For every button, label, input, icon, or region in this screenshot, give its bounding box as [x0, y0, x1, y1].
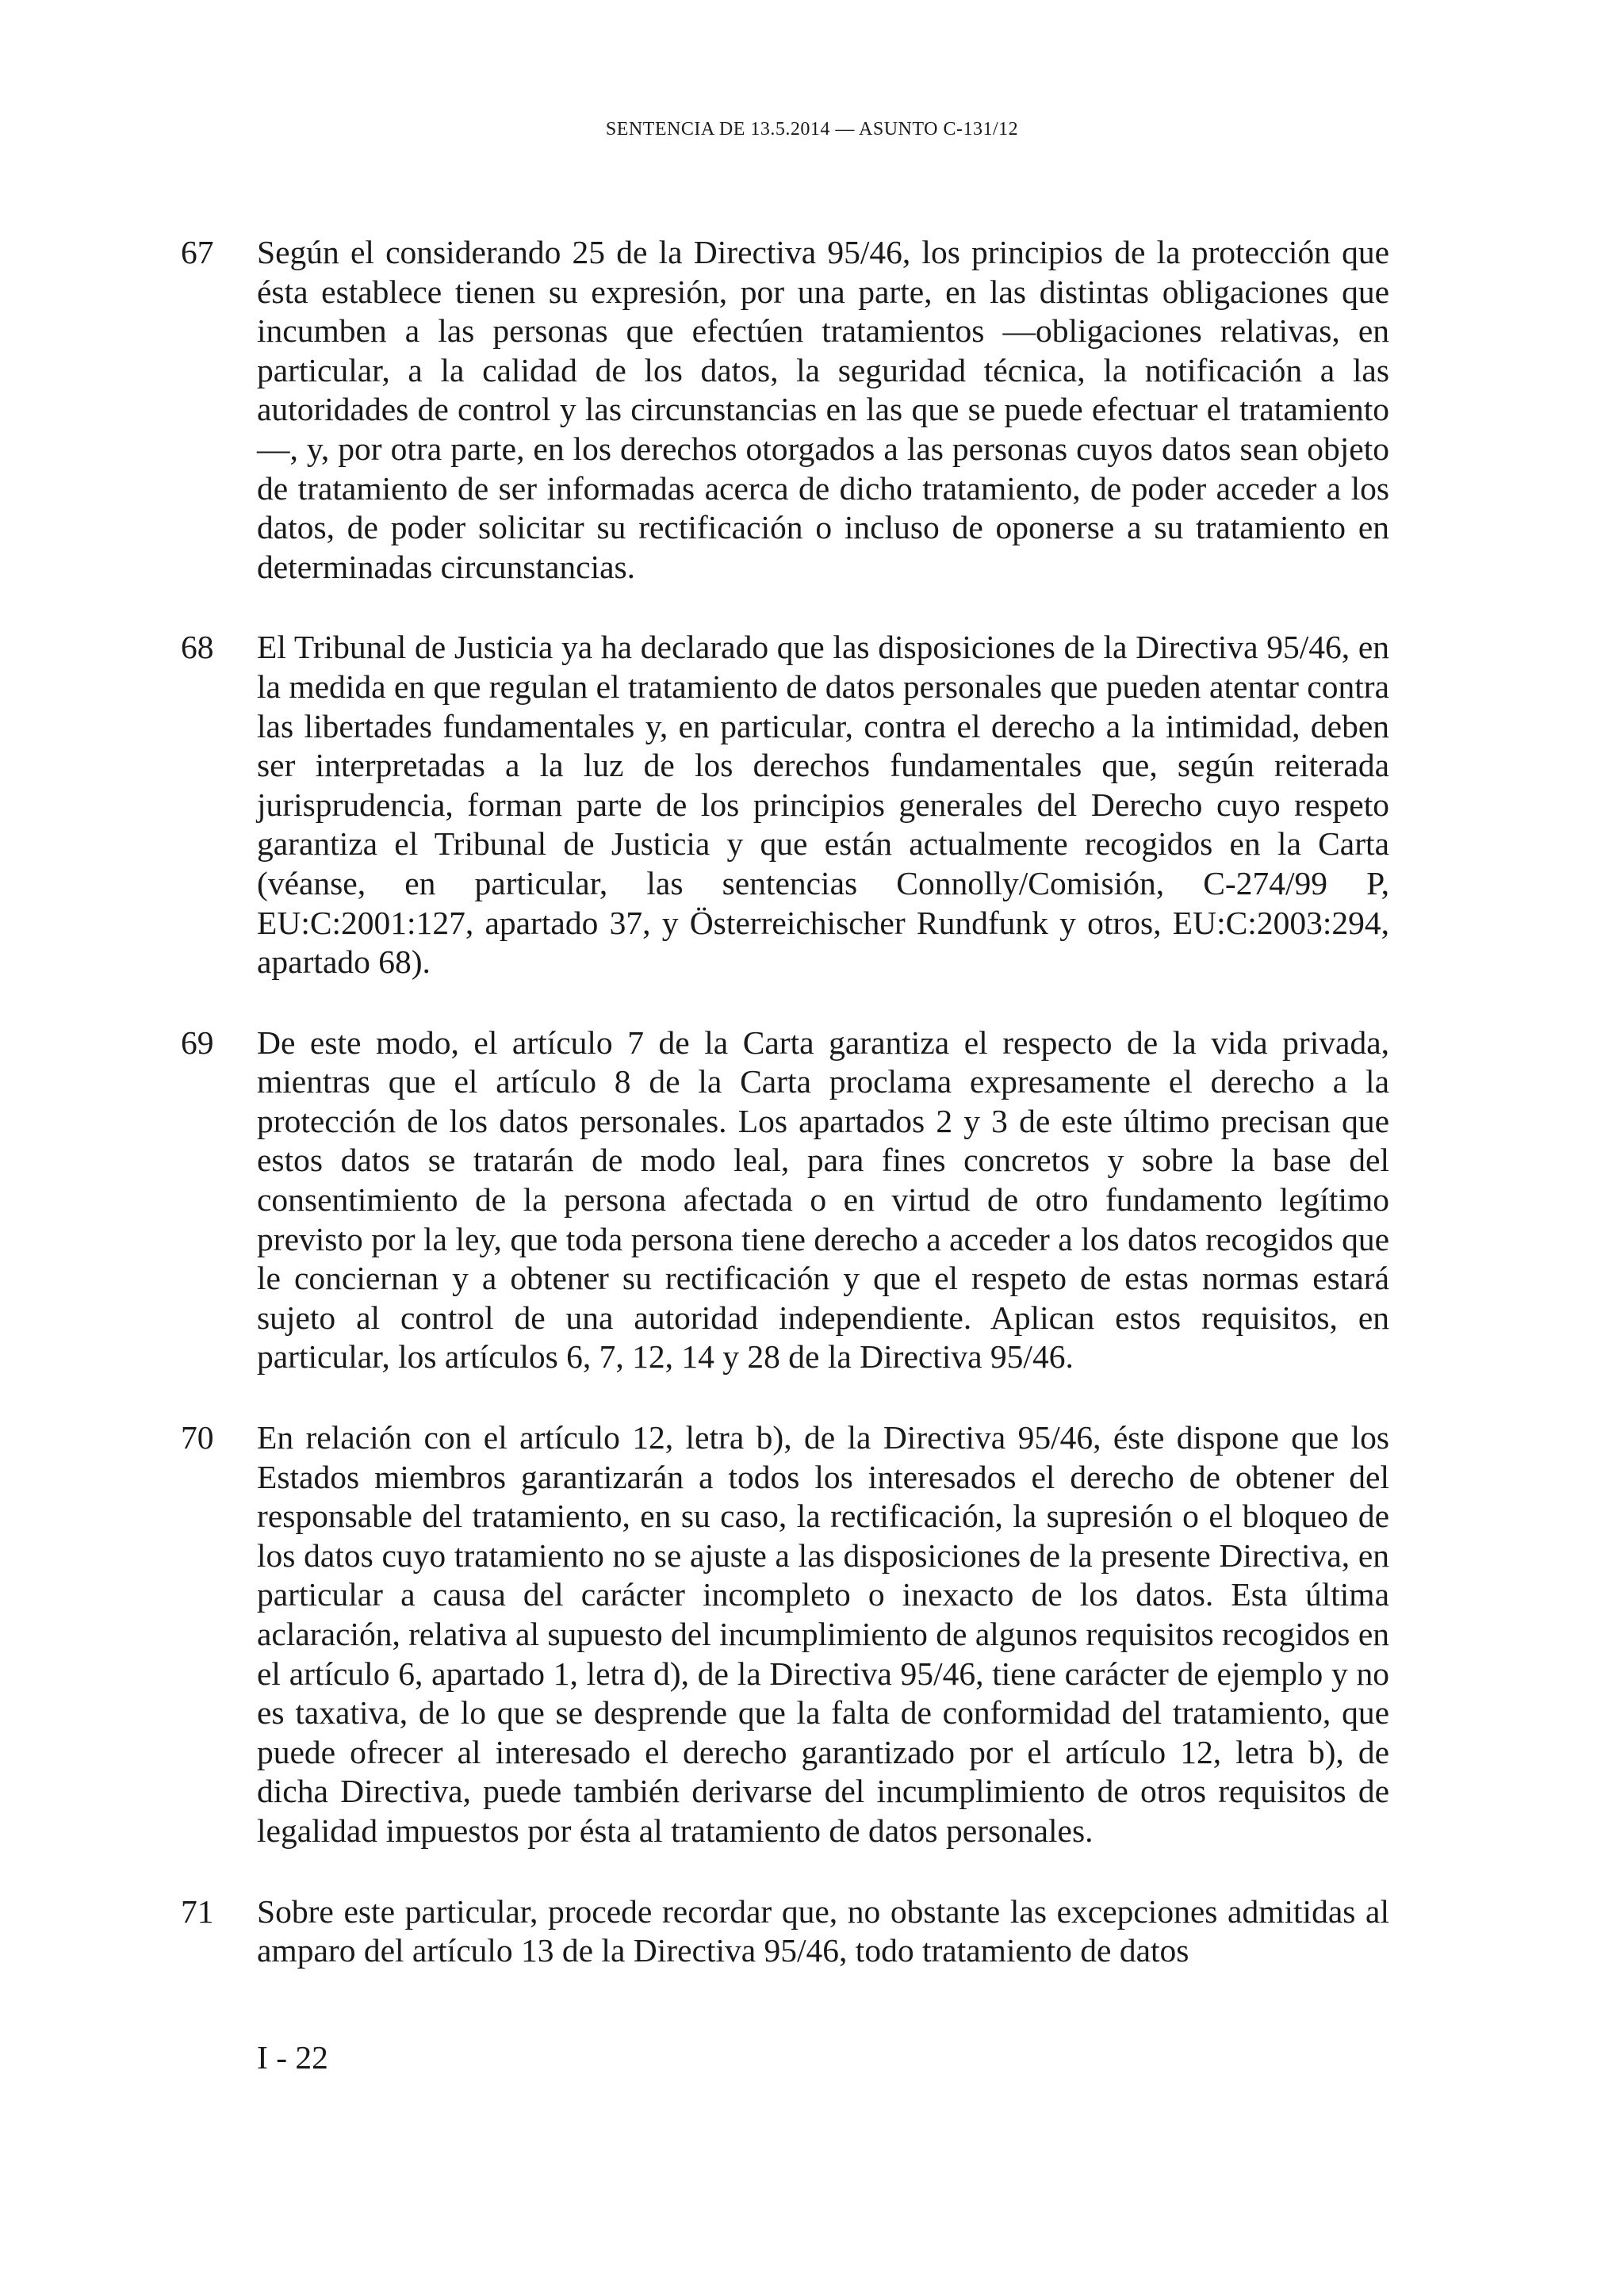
paragraph-text: En relación con el artículo 12, letra b), de la Directiva 95/46, éste dispone que los Estados miembros garantizarán a todos los interesados el derecho de obtener del responsable del tratamiento, en su caso, la rectificación, la supresión o el bloqueo de los datos cuyo tratamiento no se ajuste a las disposiciones de la presente Directiva, en particular a causa del carácter incompleto o inexacto de los datos. Esta última aclaración, relativa al supuesto del incumplimiento de algunos requisitos recogidos en el artículo 6, apartado 1, letra d), de la Directiva 95/46, tiene carácter de ejemplo y no es taxativa, de lo que se desprende que la falta de conformidad del tratamiento, que puede ofrecer al interesado el derecho garantizado por el artículo 12, letra b), de dicha Directiva, puede también derivarse del incumplimiento de otros requisitos de legalidad impuestos por ésta al tratamiento de datos personales. [257, 1419, 1389, 1849]
page-number: I - 22 [257, 2039, 328, 2076]
paragraph-70 [0, 1418, 1624, 1851]
running-header: SENTENCIA DE 13.5.2014 — ASUNTO C-131/12 [605, 119, 1019, 140]
paragraph-number: 69 [181, 1024, 214, 1061]
paragraph-71 [0, 1892, 1624, 1971]
paragraph-text: Según el considerando 25 de la Directiva 95/46, los principios de la protección que ésta establece tienen su expresión, por una parte, en las distintas obligaciones que incumben a las personas que efectúen tratamientos —obligaciones relativas, en particular, a la calidad de los datos, la seguridad técnica, la notificación a las autoridades de control y las circunstancias en las que se puede efectuar el tratamiento—, y, por otra parte, en los derechos otorgados a las personas cuyos datos sean objeto de tratamiento de ser informadas acerca de dicho tratamiento, de poder acceder a los datos, de poder solicitar su rectificación o incluso de oponerse a su tratamiento en determinadas circunstancias. [257, 234, 1389, 585]
paragraph-67 [0, 233, 1624, 587]
paragraph-text: El Tribunal de Justicia ya ha declarado que las disposiciones de la Directiva 95/46, en la medida en que regulan el tratamiento de datos personales que pueden atentar contra las libertades fundamentales y, en particular, contra el derecho a la intimidad, deben ser interpretadas a la luz de los derechos fundamentales que, según reiterada jurisprudencia, forman parte de los principios generales del Derecho cuyo respeto garantiza el Tribunal de Justicia y que están actualmente recogidos en la Carta (véanse, en particular, las sentencias Connolly/Comisión, C-274/99 P, EU:C:2001:127, apartado 37, y Österreichischer Rundfunk y otros, EU:C:2003:294, apartado 68). [257, 629, 1389, 981]
paragraph-69 [0, 1024, 1624, 1377]
judgment-body [0, 233, 1624, 2012]
paragraph-number: 71 [181, 1892, 214, 1930]
paragraph-68 [0, 628, 1624, 982]
paragraph-number: 70 [181, 1419, 214, 1456]
paragraph-text: Sobre este particular, procede recordar que, no obstante las excepciones admitidas al amparo del artículo 13 de la Directiva 95/46, todo tratamiento de datos [257, 1892, 1389, 1969]
paragraph-number: 68 [181, 629, 214, 666]
paragraph-text: De este modo, el artículo 7 de la Carta garantiza el respecto de la vida privada, mientras que el artículo 8 de la Carta proclama expresamente el derecho a la protección de los datos personales. Los apartados 2 y 3 de este último precisan que estos datos se tratarán de modo leal, para fines concretos y sobre la base del consentimiento de la persona afectada o en virtud de otro fundamento legítimo previsto por la ley, que toda persona tiene derecho a acceder a los datos recogidos que le conciernan y a obtener su rectificación y que el respeto de estas normas estará sujeto al control de una autoridad independiente. Aplican estos requisitos, en particular, los artículos 6, 7, 12, 14 y 28 de la Directiva 95/46. [257, 1024, 1389, 1376]
paragraph-number: 67 [181, 234, 214, 270]
